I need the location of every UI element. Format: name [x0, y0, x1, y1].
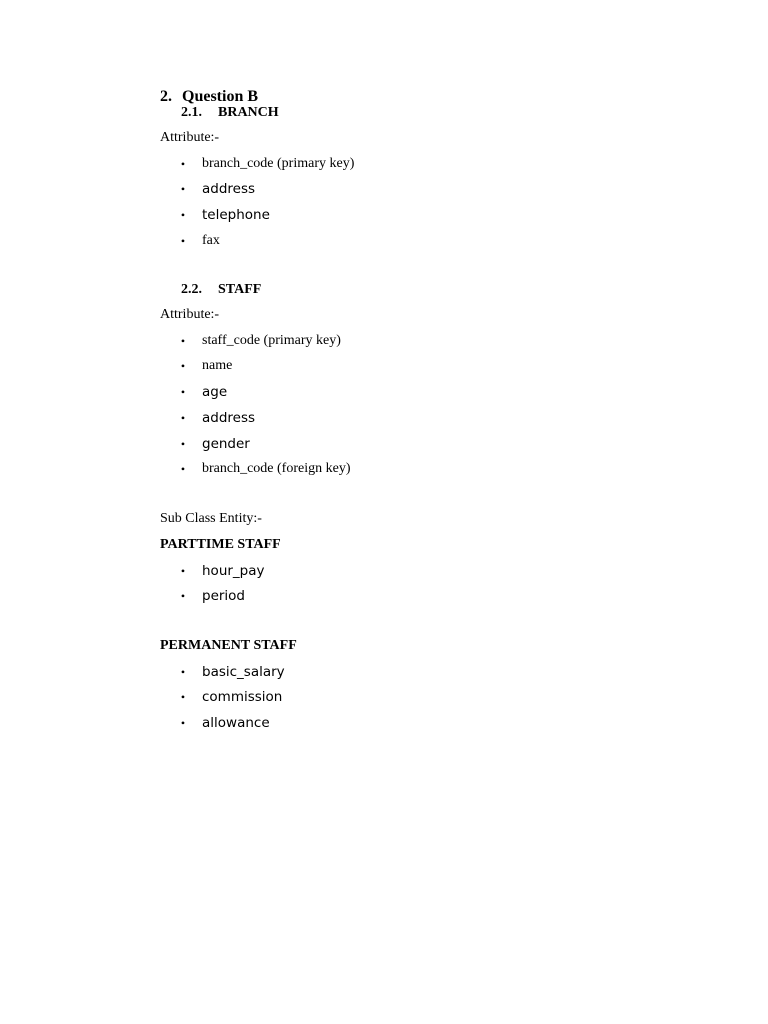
section-number: 2.	[160, 88, 172, 105]
bullet-icon: •	[180, 589, 186, 603]
list-item: hour_pay	[202, 563, 265, 579]
bullet-icon: •	[180, 462, 186, 476]
staff-attribute-label: Attribute:-	[160, 307, 220, 322]
bullet-icon: •	[180, 182, 186, 196]
branch-attribute-label: Attribute:-	[160, 130, 220, 145]
bullet-icon: •	[180, 690, 186, 704]
staff-title: STAFF	[218, 282, 262, 297]
permanent-staff-heading: PERMANENT STAFF	[160, 638, 297, 653]
list-item: name	[202, 358, 233, 373]
list-item: fax	[202, 233, 220, 248]
list-item: address	[202, 181, 256, 197]
bullet-icon: •	[180, 564, 186, 578]
section-title: Question B	[182, 88, 259, 105]
bullet-icon: •	[180, 411, 186, 425]
list-item: commission	[202, 689, 283, 705]
list-item: allowance	[202, 715, 270, 731]
branch-number: 2.1.	[181, 105, 202, 120]
bullet-icon: •	[180, 665, 186, 679]
staff-number: 2.2.	[181, 282, 202, 297]
bullet-icon: •	[180, 208, 186, 222]
branch-title: BRANCH	[218, 105, 279, 120]
list-item: address	[202, 410, 256, 426]
bullet-icon: •	[180, 157, 186, 171]
bullet-icon: •	[180, 385, 186, 399]
list-item: gender	[202, 436, 250, 452]
staff-heading	[181, 282, 261, 298]
branch-heading	[181, 105, 279, 121]
list-item: age	[202, 384, 228, 400]
bullet-icon: •	[180, 359, 186, 373]
list-item: period	[202, 588, 246, 604]
list-item: branch_code (primary key)	[202, 156, 355, 171]
bullet-icon: •	[180, 716, 186, 730]
section-heading	[160, 88, 258, 106]
bullet-icon: •	[180, 334, 186, 348]
list-item: telephone	[202, 207, 270, 223]
subclass-label: Sub Class Entity:-	[160, 511, 262, 526]
list-item: branch_code (foreign key)	[202, 461, 351, 476]
bullet-icon: •	[180, 437, 186, 451]
parttime-staff-heading: PARTTIME STAFF	[160, 537, 281, 552]
bullet-icon: •	[180, 234, 186, 248]
list-item: basic_salary	[202, 664, 285, 680]
list-item: staff_code (primary key)	[202, 333, 341, 348]
